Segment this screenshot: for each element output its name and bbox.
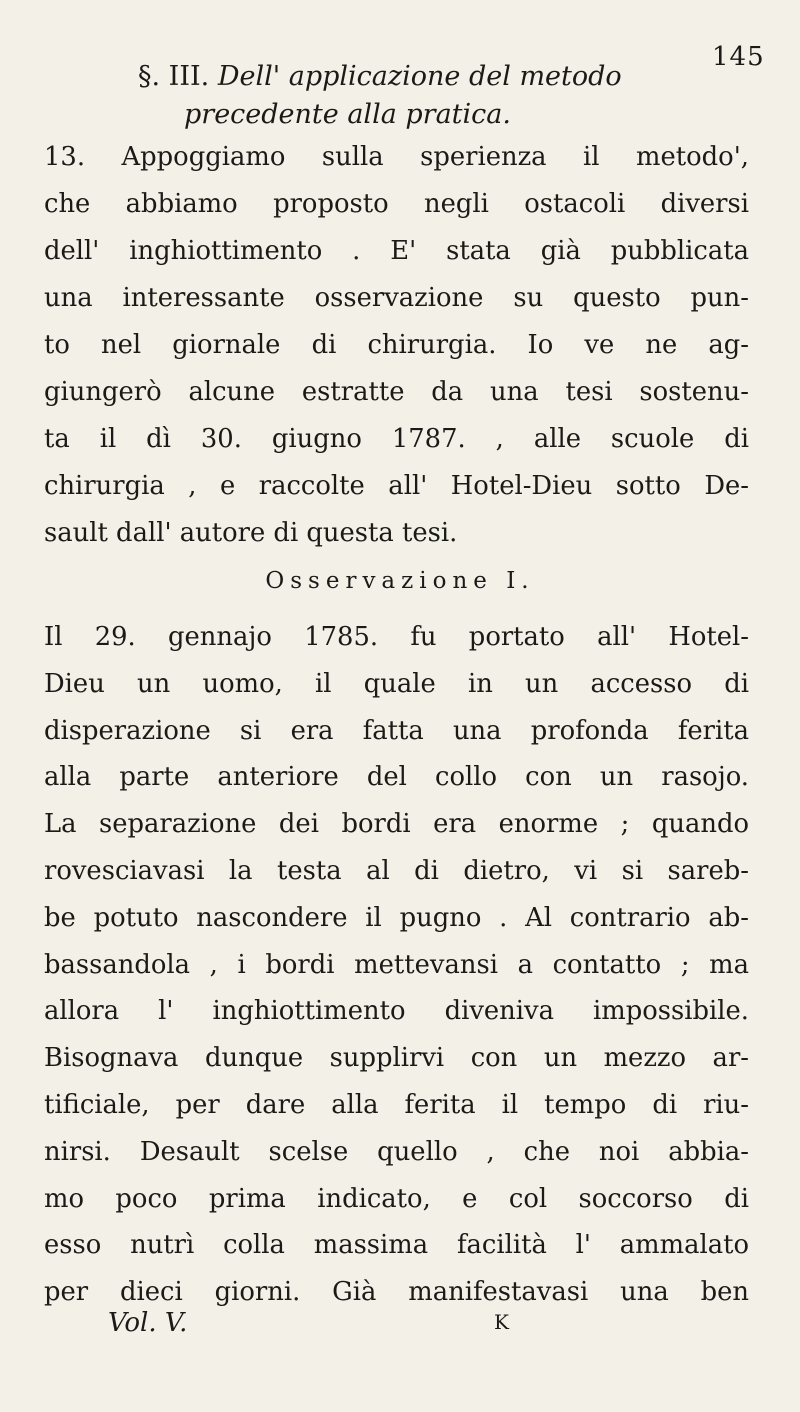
text-line: alla parte anteriore del collo con un rasojo. xyxy=(44,762,749,793)
section-number: §. III. xyxy=(138,61,210,92)
text-line: tificiale, per dare alla ferita il tempo di riu- xyxy=(44,1089,749,1120)
text-line: che abbiamo proposto negli ostacoli diversi xyxy=(44,189,749,219)
text-line: ta il dì 30. giugno 1787. , alle scuole di xyxy=(44,424,749,454)
text-line: disperazione si era fatta una profonda ferita xyxy=(44,715,749,746)
text-line: mo poco prima indicato, e col soccorso di xyxy=(44,1183,749,1214)
text-line: Il 29. gennajo 1785. fu portato all' Hotel- xyxy=(44,622,749,652)
text-line: esso nutrì colla massima facilità l' ammalato xyxy=(44,1230,749,1261)
volume-label: Vol. V. xyxy=(108,1308,188,1338)
text-line: La separazione dei bordi era enorme ; quando xyxy=(44,809,749,840)
text-line: to nel giornale di chirurgia. Io ve ne ag- xyxy=(44,330,749,360)
page-footer xyxy=(108,1308,608,1338)
text-line: Bisognava dunque supplirvi con un mezzo ar- xyxy=(44,1043,749,1074)
signature-mark: K xyxy=(494,1310,509,1334)
text-line: allora l' inghiottimento diveniva impossibile. xyxy=(44,996,749,1027)
text-line: 13. Appoggiamo sulla sperienza il metodo', xyxy=(44,142,749,172)
page-number: 145 xyxy=(712,42,765,72)
text-line: sault dall' autore di questa tesi. xyxy=(44,518,458,548)
text-line: dell' inghiottimento . E' stata già pubblicata xyxy=(44,236,749,266)
text-line: giungerò alcune estratte da una tesi sostenu- xyxy=(44,377,749,407)
text-line: rovesciavasi la testa al di dietro, vi si sareb- xyxy=(44,855,749,886)
text-line: Dieu un uomo, il quale in un accesso di xyxy=(44,668,749,699)
text-line: per dieci giorni. Già manifestavasi una ben xyxy=(44,1277,749,1308)
observation-paragraph xyxy=(44,614,749,1316)
text-line: una interessante osservazione su questo pun- xyxy=(44,283,749,313)
paragraph-13 xyxy=(44,134,749,557)
observation-heading: Osservazione I. xyxy=(265,568,535,594)
text-line: bassandola , i bordi mettevansi a contatto ; ma xyxy=(44,949,749,980)
section-title-line2: precedente alla pratica. xyxy=(184,99,511,130)
text-line: nirsi. Desault scelse quello , che noi abbia- xyxy=(44,1136,749,1167)
section-heading xyxy=(138,58,698,134)
section-title-line1: Dell' applicazione del metodo xyxy=(217,61,622,92)
text-line: chirurgia , e raccolte all' Hotel-Dieu sotto De- xyxy=(44,471,749,501)
text-line: be potuto nascondere il pugno . Al contrario ab- xyxy=(44,902,749,933)
